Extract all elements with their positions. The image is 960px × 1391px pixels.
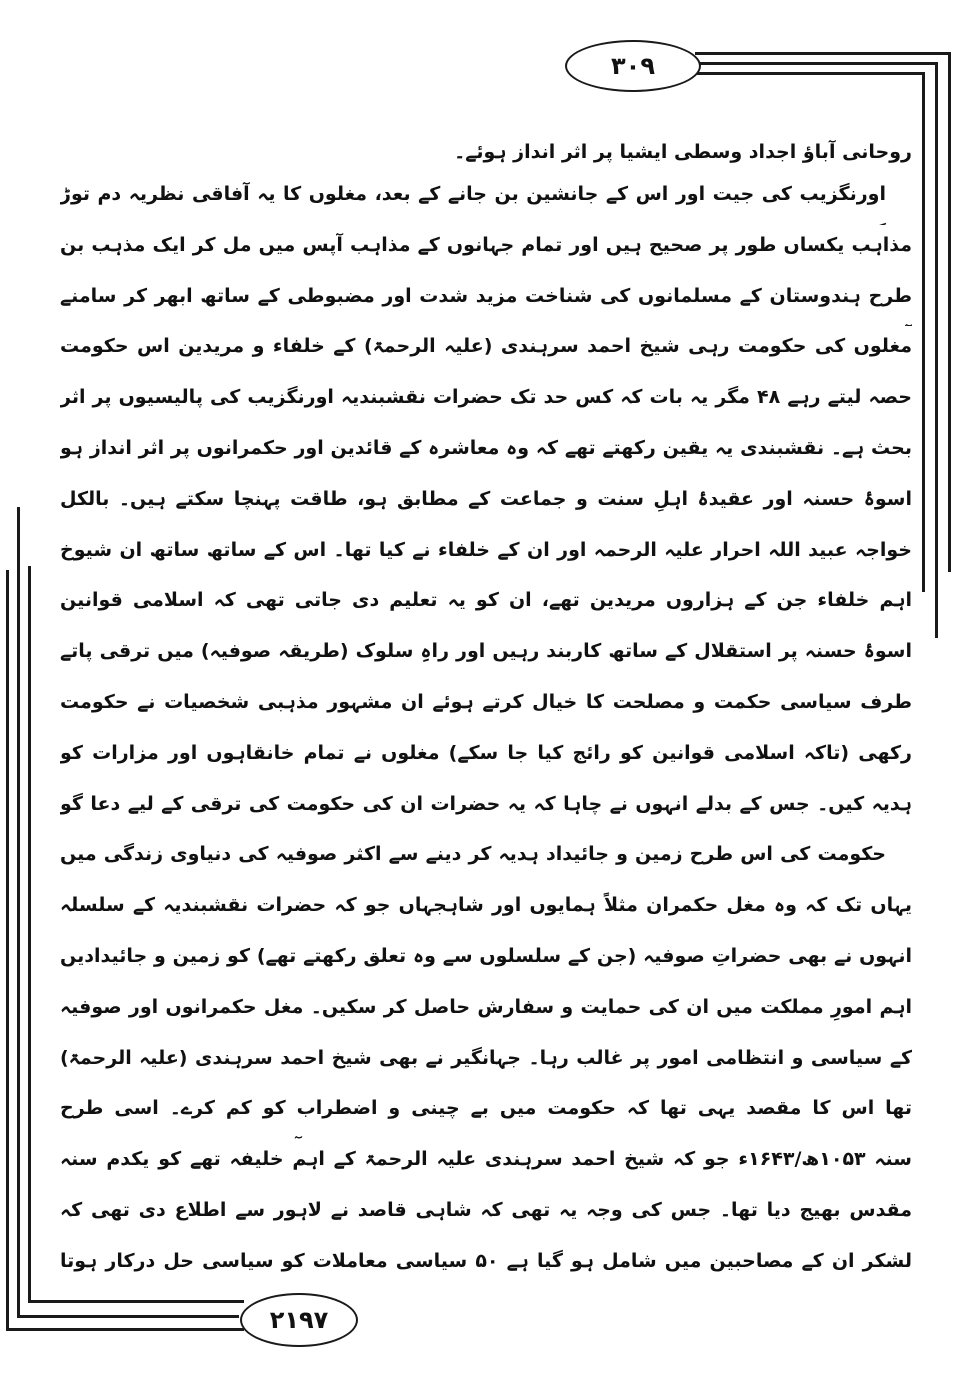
text-line: روحانی آباؤ اجداد وسطی ایشیا پر اثر انداز ہوئے۔ (454, 141, 912, 163)
frame-line (17, 507, 20, 1317)
top-page-number (565, 40, 701, 92)
text-line: بحث ہے۔ نقشبندی یہ یقین رکھتے تھے کہ وہ معاشرہ کے قائدین اور حکمرانوں پر اثر انداز ہو (60, 436, 912, 459)
text-line: طرح ہندوستان کے مسلمانوں کی شناخت مزید شدت اور مضبوطی کے ساتھ ابھر کر سامنے (60, 284, 912, 307)
text-line: لشکر ان کے مصاحبین میں شامل ہو گیا ہے ۵۰ سیاسی معاملات کو سیاسی حل درکار ہوتا (60, 1249, 912, 1272)
text-line: خواجہ عبید اللہ احرار علیہ الرحمہ اور ان کے خلفاء نے کیا تھا۔ اس کے ساتھ ساتھ ان شیوخ (60, 538, 912, 561)
text-line: کے سیاسی و انتظامی امور پر غالب رہا۔ جہانگیر نے بھی شیخ احمد سرہندی (علیہ الرحمۃ) (60, 1046, 912, 1069)
text-line: اسوۂ حسنہ پر استقلال کے ساتھ کاربند رہیں اور راہِ سلوک (طریقہ صوفیہ) میں ترقی پاتے (60, 640, 912, 663)
text-line: ہدیہ کیں۔ جس کے بدلے انہوں نے چاہا کہ یہ حضرات ان کی حکومت کی ترقی کے لیے دعا گو (60, 792, 912, 815)
bottom-page-number (240, 1293, 358, 1347)
frame-line (695, 52, 951, 55)
text-line: حکومت کی اس طرح زمین و جائیداد ہدیہ کر دینے سے اکثر صوفیہ کی دنیاوی زندگی میں (60, 843, 886, 866)
text-line: رکھی (تاکہ اسلامی قوانین کو رائج کیا جا سکے) مغلوں نے تمام خانقاہوں اور مزارات کو (60, 741, 912, 764)
text-line: مغلوں کی حکومت رہی شیخ احمد سرہندی (علیہ الرحمۃ) کے خلفاء و مریدین اس حکومت (60, 335, 912, 358)
text-line: طرف سیاسی حکمت و مصلحت کا خیال کرتے ہوئے ان مشہور مذہبی شخصیات نے حکومت (60, 690, 912, 713)
bottom-page-number-text: ۲۱۹۷ (269, 1306, 329, 1334)
text-line: حصہ لیتے رہے ۴۸ مگر یہ بات کہ کس حد تک حضرات نقشبندیہ اورنگزیب کی پالیسیوں پر اثر (60, 386, 912, 409)
text-line: مقدس بھیج دیا تھا۔ جس کی وجہ یہ تھی کہ شاہی قاصد نے لاہور سے اطلاع دی تھی کہ (60, 1198, 912, 1221)
frame-line (935, 62, 938, 638)
text-line: انہوں نے بھی حضراتِ صوفیہ (جن کے سلسلوں سے وہ تعلق رکھتے تھے) کو زمین و جائیدادیں (60, 944, 912, 967)
text-line: اہم خلفاء جن کے ہزاروں مریدین تھے، ان کو یہ تعلیم دی جاتی تھی کہ اسلامی قوانین (60, 589, 912, 612)
frame-line (948, 52, 951, 572)
frame-line (922, 72, 925, 592)
frame-line (28, 1300, 244, 1303)
frame-line (6, 1328, 244, 1331)
text-line: یہاں تک کہ وہ مغل حکمران مثلاً ہمایوں اور شاہجہاں جو کہ حضرات نقشبندیہ کے سلسلہ (60, 894, 912, 917)
frame-line (6, 570, 9, 1330)
text-line: اہم امورِ مملکت میں ان کی حمایت و سفارش حاصل کر سکیں۔ مغل حکمرانوں اور صوفیہ (60, 995, 912, 1018)
frame-line (17, 1315, 239, 1318)
frame-line (695, 72, 925, 75)
text-line: تھا اس کا مقصد یہی تھا کہ حکومت میں بے چینی و اضطراب کو کم کرے۔ اسی طرح (60, 1097, 912, 1120)
frame-line (28, 566, 31, 1302)
top-page-number-text: ۳۰۹ (611, 52, 655, 80)
text-line: مذاہب یکساں طور پر صحیح ہیں اور تمام جہانوں کے مذاہب آپس میں مل کر ایک مذہب بن (60, 233, 912, 256)
frame-line (698, 62, 938, 65)
body-text (60, 132, 912, 1292)
text-line: اورنگزیب کی جیت اور اس کے جانشین بن جانے کے بعد، مغلوں کا یہ آفاقی نظریہ دم توڑ (60, 183, 886, 205)
text-line: اسوۂ حسنہ اور عقیدۂ اہلِ سنت و جماعت کے مطابق ہو، طاقت پہنچا سکتے ہیں۔ بالکل (60, 487, 912, 510)
text-line: سنہ ۱۰۵۳ھ/۱۶۴۳ء جو کہ شیخ احمد سرہندی علیہ الرحمۃ کے اہم خلیفہ تھے کو یکدم سنہ (60, 1148, 912, 1171)
